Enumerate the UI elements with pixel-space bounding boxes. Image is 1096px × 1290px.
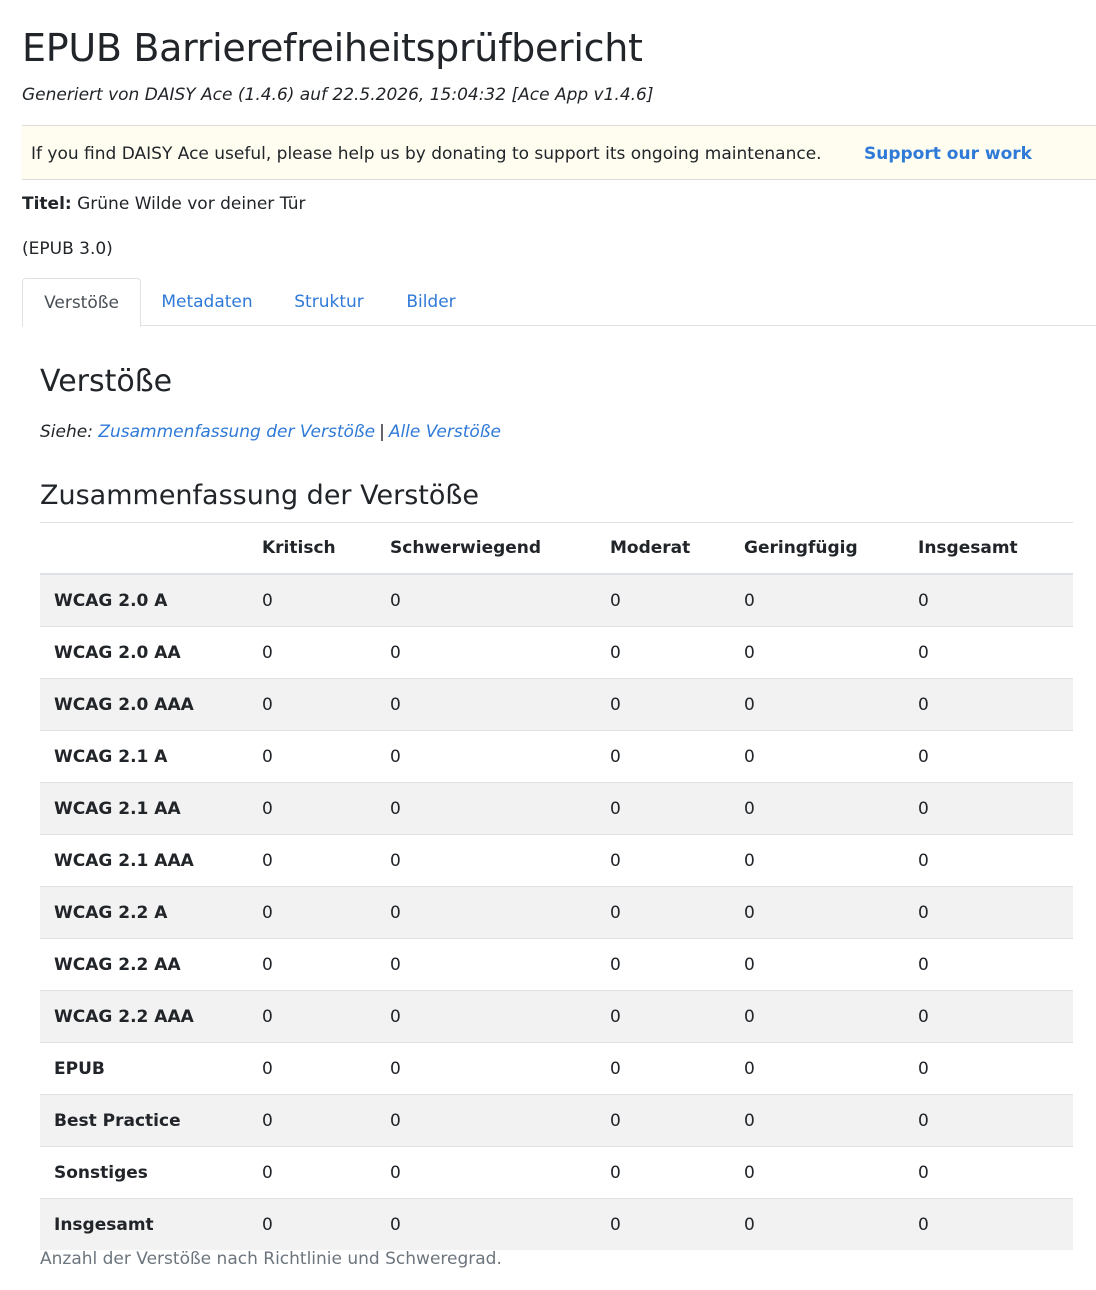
table-cell: 0: [740, 731, 914, 783]
tab-bilder[interactable]: Bilder: [406, 292, 456, 312]
table-cell: 0: [258, 574, 386, 627]
table-cell: 0: [258, 887, 386, 939]
table-cell: 0: [606, 887, 740, 939]
table-cell: 0: [258, 835, 386, 887]
all-violations-link[interactable]: Alle Verstöße: [388, 422, 501, 442]
row-label: EPUB: [40, 1043, 258, 1095]
table-cell: 0: [606, 1147, 740, 1199]
table-cell: 0: [606, 1095, 740, 1147]
table-cell: 0: [914, 731, 1073, 783]
table-cell: 0: [386, 627, 606, 679]
table-cell: 0: [914, 991, 1073, 1043]
column-header-geringfuegig: Geringfügig: [740, 523, 914, 575]
table-header-row: [40, 523, 1073, 575]
table-cell: 0: [258, 783, 386, 835]
table-cell: 0: [606, 939, 740, 991]
table-row: [40, 939, 1073, 991]
table-cell: 0: [386, 574, 606, 627]
table-cell: 0: [740, 1095, 914, 1147]
table-cell: 0: [914, 574, 1073, 627]
row-label: WCAG 2.2 AAA: [40, 991, 258, 1043]
row-label: WCAG 2.0 AA: [40, 627, 258, 679]
table-cell: 0: [386, 679, 606, 731]
table-cell: 0: [740, 887, 914, 939]
table-cell: 0: [740, 679, 914, 731]
violations-summary-table: [40, 522, 1073, 1250]
table-row: [40, 991, 1073, 1043]
row-label: WCAG 2.2 AA: [40, 939, 258, 991]
table-cell: 0: [914, 627, 1073, 679]
table-cell: 0: [258, 939, 386, 991]
donate-banner: [22, 125, 1096, 180]
table-cell: 0: [740, 783, 914, 835]
table-row: [40, 1095, 1073, 1147]
table-cell: 0: [914, 939, 1073, 991]
table-cell: 0: [386, 991, 606, 1043]
table-cell: 0: [386, 939, 606, 991]
row-label: WCAG 2.1 A: [40, 731, 258, 783]
report-tabs: [22, 278, 1096, 326]
row-label: WCAG 2.1 AA: [40, 783, 258, 835]
generated-info: Generiert von DAISY Ace (1.4.6) auf 22.5.2026, 15:04:32 [Ace App v1.4.6]: [22, 85, 654, 105]
table-cell: 0: [386, 783, 606, 835]
donate-text: If you find DAISY Ace useful, please help us by donating to support its ongoing maintenance.: [31, 144, 822, 164]
see-links: [40, 421, 501, 443]
table-cell: 0: [386, 835, 606, 887]
summary-heading: Zusammenfassung der Verstöße: [40, 480, 479, 511]
title-label: Titel:: [22, 194, 72, 214]
table-cell: 0: [258, 1043, 386, 1095]
row-label: Sonstiges: [40, 1147, 258, 1199]
table-row: [40, 835, 1073, 887]
table-cell: 0: [258, 1147, 386, 1199]
table-cell: 0: [740, 835, 914, 887]
table-cell: 0: [914, 835, 1073, 887]
table-cell: 0: [740, 939, 914, 991]
table-cell: 0: [386, 1095, 606, 1147]
table-cell: 0: [606, 783, 740, 835]
column-header-kritisch: Kritisch: [258, 523, 386, 575]
table-cell: 0: [606, 731, 740, 783]
table-cell: 0: [740, 991, 914, 1043]
table-cell: 0: [386, 1199, 606, 1251]
row-label: WCAG 2.0 A: [40, 574, 258, 627]
row-label: Insgesamt: [40, 1199, 258, 1251]
table-cell: 0: [386, 1147, 606, 1199]
summary-table-wrapper: [40, 522, 1039, 1250]
table-cell: 0: [914, 679, 1073, 731]
table-cell: 0: [386, 731, 606, 783]
table-cell: 0: [258, 627, 386, 679]
table-cell: 0: [606, 1043, 740, 1095]
table-cell: 0: [606, 679, 740, 731]
table-row: [40, 887, 1073, 939]
table-cell: 0: [914, 1095, 1073, 1147]
table-cell: 0: [740, 1147, 914, 1199]
table-cell: 0: [606, 627, 740, 679]
column-header-moderat: Moderat: [606, 523, 740, 575]
table-cell: 0: [386, 887, 606, 939]
see-label: Siehe:: [40, 422, 93, 442]
row-label: WCAG 2.1 AAA: [40, 835, 258, 887]
table-row: [40, 731, 1073, 783]
table-body: [40, 574, 1073, 1250]
table-cell: 0: [914, 887, 1073, 939]
table-cell: 0: [914, 1199, 1073, 1251]
table-cell: 0: [258, 1095, 386, 1147]
table-cell: 0: [914, 783, 1073, 835]
table-row: [40, 1043, 1073, 1095]
table-cell: 0: [258, 991, 386, 1043]
table-cell: 0: [258, 731, 386, 783]
column-header-insgesamt: Insgesamt: [914, 523, 1073, 575]
table-cell: 0: [606, 574, 740, 627]
table-cell: 0: [740, 574, 914, 627]
summary-link[interactable]: Zusammenfassung der Verstöße: [98, 422, 376, 442]
tab-struktur[interactable]: Struktur: [294, 292, 364, 312]
tab-metadaten[interactable]: Metadaten: [161, 292, 253, 312]
table-cell: 0: [740, 1199, 914, 1251]
publication-title: [22, 193, 306, 215]
table-cell: 0: [914, 1043, 1073, 1095]
table-cell: 0: [740, 1043, 914, 1095]
table-row: [40, 679, 1073, 731]
table-cell: 0: [258, 1199, 386, 1251]
table-cell: 0: [258, 679, 386, 731]
row-label: Best Practice: [40, 1095, 258, 1147]
table-row: [40, 627, 1073, 679]
violations-heading: Verstöße: [40, 364, 173, 399]
table-cell: 0: [386, 1043, 606, 1095]
support-our-work-link[interactable]: Support our work: [864, 144, 1032, 164]
row-label: WCAG 2.2 A: [40, 887, 258, 939]
table-cell: 0: [606, 1199, 740, 1251]
column-header-rule: [40, 523, 258, 575]
page-title: EPUB Barrierefreiheitsprüfbericht: [22, 26, 643, 70]
table-row: [40, 783, 1073, 835]
row-label: WCAG 2.0 AAA: [40, 679, 258, 731]
link-separator: |: [379, 422, 385, 442]
table-cell: 0: [914, 1147, 1073, 1199]
epub-version: (EPUB 3.0): [22, 239, 113, 259]
table-caption: Anzahl der Verstöße nach Richtlinie und Schweregrad.: [40, 1249, 502, 1269]
table-row: [40, 574, 1073, 627]
table-cell: 0: [606, 835, 740, 887]
table-cell: 0: [606, 991, 740, 1043]
tab-verstoesse[interactable]: Verstöße: [22, 278, 141, 327]
table-row: [40, 1147, 1073, 1199]
table-row: [40, 1199, 1073, 1251]
table-cell: 0: [740, 627, 914, 679]
title-value: Grüne Wilde vor deiner Tür: [77, 194, 306, 214]
column-header-schwerwiegend: Schwerwiegend: [386, 523, 606, 575]
